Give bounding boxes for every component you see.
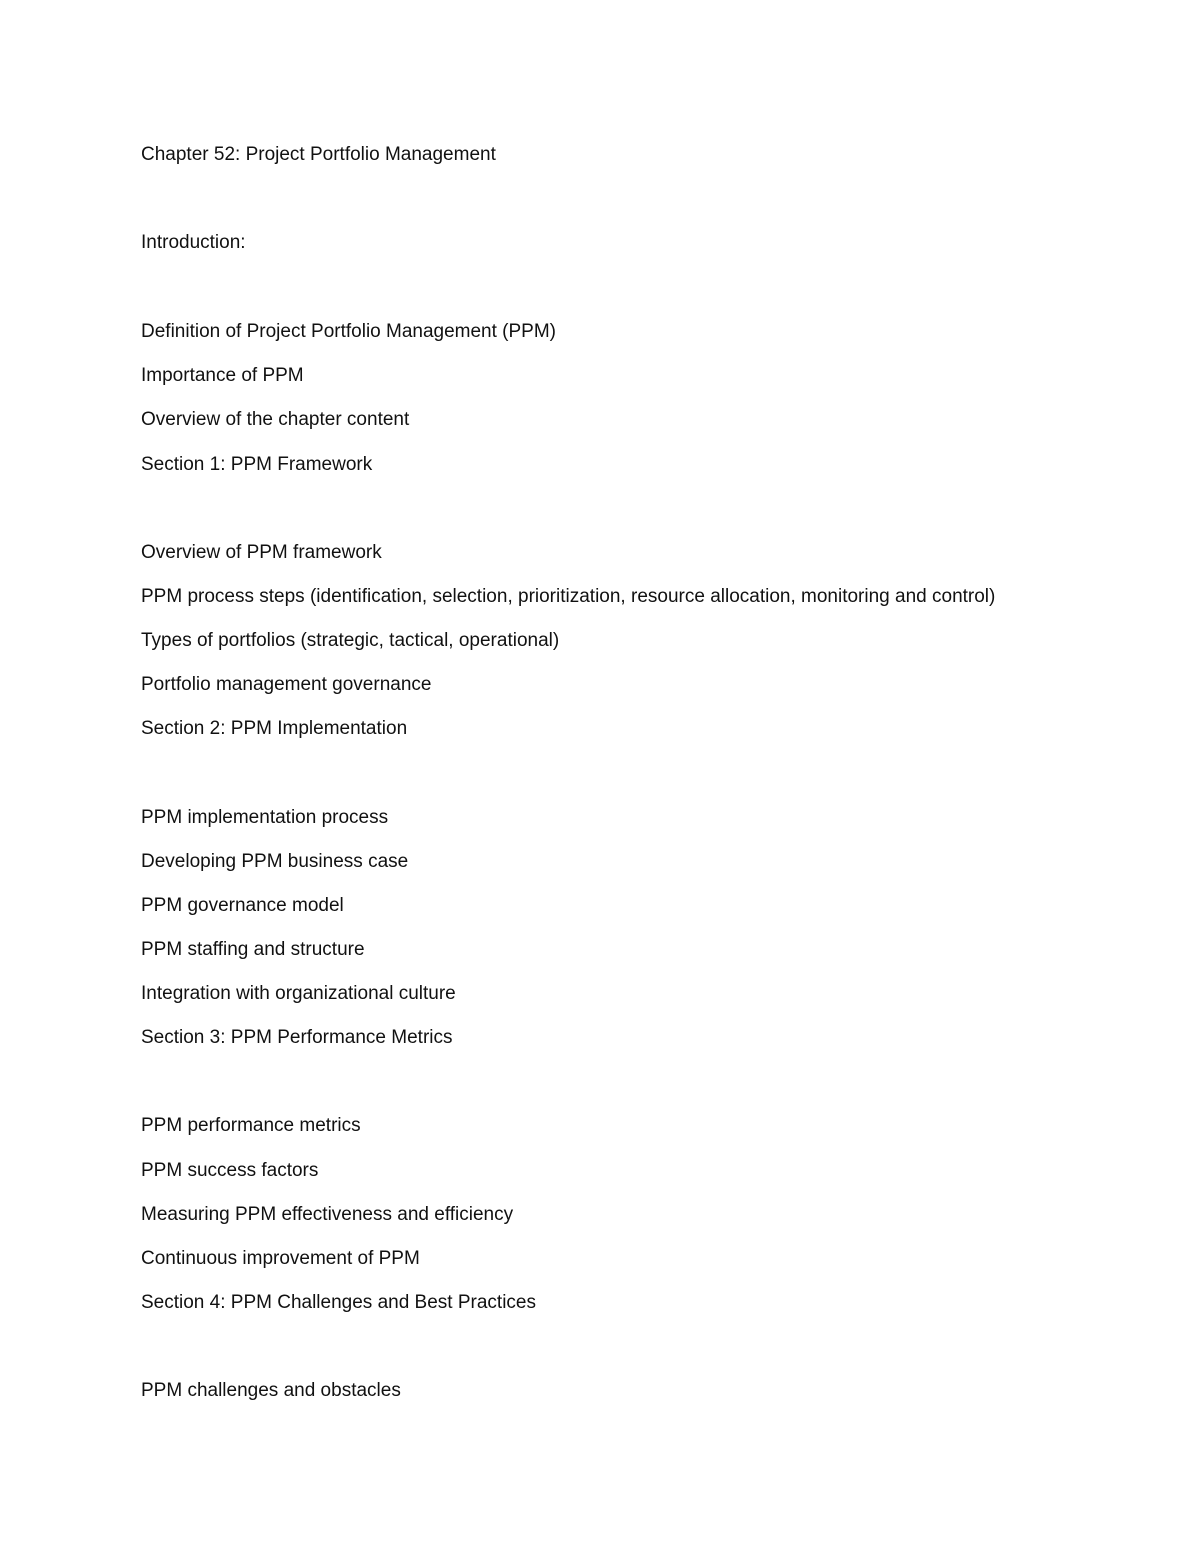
section-2-heading: Section 2: PPM Implementation [141,718,408,739]
introduction-heading: Introduction: [141,232,246,253]
section-2-item: PPM staffing and structure [141,939,365,960]
section-1-heading: Section 1: PPM Framework [141,454,373,475]
section-2-item: Developing PPM business case [141,851,409,872]
introduction-item: Importance of PPM [141,365,304,386]
section-2-item: PPM governance model [141,895,344,916]
section-1-item: Portfolio management governance [141,674,432,695]
section-3-item: PPM success factors [141,1160,319,1181]
section-2-item: Integration with organizational culture [141,983,456,1004]
introduction-item: Definition of Project Portfolio Management (PPM) [141,321,557,342]
section-3-item: Measuring PPM effectiveness and efficiency [141,1204,514,1225]
chapter-title: Chapter 52: Project Portfolio Management [141,144,496,165]
section-4-heading: Section 4: PPM Challenges and Best Practices [141,1292,536,1313]
section-2-item: PPM implementation process [141,807,389,828]
introduction-item: Overview of the chapter content [141,409,410,430]
section-3-item: Continuous improvement of PPM [141,1248,420,1269]
section-1-item: Overview of PPM framework [141,542,382,563]
section-3-item: PPM performance metrics [141,1115,361,1136]
section-3-heading: Section 3: PPM Performance Metrics [141,1027,453,1048]
section-1-item: Types of portfolios (strategic, tactical, operational) [141,630,560,651]
section-1-item: PPM process steps (identification, selection, prioritization, resource allocation, monitoring and control) [141,586,996,607]
section-4-item: PPM challenges and obstacles [141,1380,401,1401]
